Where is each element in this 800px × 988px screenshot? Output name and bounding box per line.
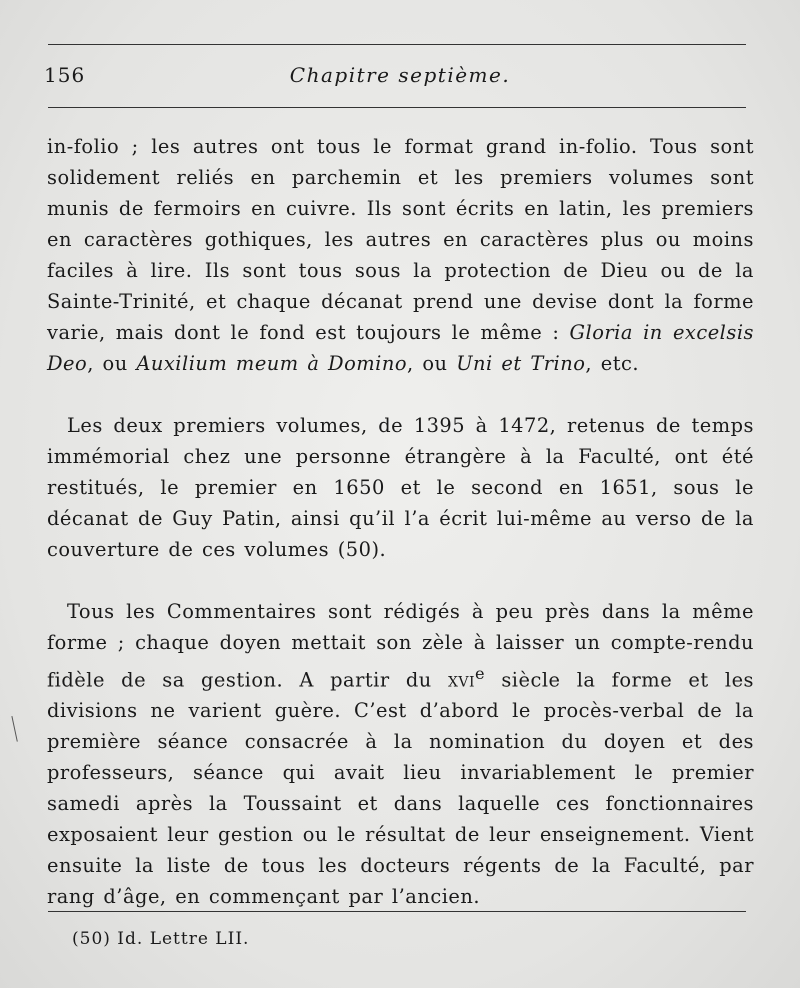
paragraph-1: [47, 131, 754, 379]
header-rule-top: [48, 44, 746, 45]
paragraph-1-sep-2: , ou: [407, 352, 457, 375]
paragraph-2: Les deux premiers volumes, de 1395 à 1472, retenus de temps immémorial chez une personne étrangère à la Faculté, ont été restitués, le premier en 1650 et le second en 1651, sous le décanat de Guy Patin, ainsi qu’il l’a écrit lui-même au verso de la couverture de ces volumes (50).: [47, 414, 754, 561]
paragraph-3-rest: siècle la forme et les divisions ne varient guère. C’est d’abord le procès-verbal de la première séance consacrée à la nomination du doyen et des professeurs, séance qui avait lieu invariablement le premier samedi après la Toussaint et dans laquelle ces fonctionnaires exposaient leur gestion ou le résultat de leur enseignement. Vient ensuite la liste de tous les docteurs régents de la Faculté, par rang d’âge, en commençant par l’ancien.: [47, 668, 754, 909]
motto-3: Uni et Trino: [456, 352, 586, 375]
paragraph-1-text: in-folio ; les autres ont tous le format grand in-folio. Tous sont solidement reliés en parchemin et les premiers volumes sont munis de fermoirs en cuivre. Ils sont écrits en latin, les premiers en caractères gothiques, les autres en caractères plus ou moins faciles à lire. Ils sont tous sous la protection de Dieu ou de la Sainte-Trinité, et chaque décanat prend une devise dont la forme varie, mais dont le fond est toujours le même :: [47, 135, 754, 344]
paragraph-1-sep-1: , ou: [87, 352, 137, 375]
header-rule-bottom: [48, 107, 746, 108]
motto-1: Gloria in excelsis Deo: [47, 321, 754, 375]
margin-pencil-mark: [11, 714, 25, 741]
page-number: 156: [44, 63, 86, 87]
paragraph-3: [47, 596, 754, 912]
century-superscript: e: [475, 664, 486, 683]
running-title: Chapitre septième.: [289, 63, 511, 87]
paragraph-1-end: , etc.: [585, 352, 640, 375]
motto-2: Auxilium meum à Domino: [136, 352, 408, 375]
century-numeral: xvi: [447, 668, 476, 692]
body-text: [47, 131, 754, 943]
footnote: (50) Id. Lettre LII.: [72, 929, 250, 949]
footnote-rule: [48, 911, 746, 912]
paragraph-3-text: Tous les Commentaires sont rédigés à peu près dans la même forme ; chaque doyen mettait son zèle à laisser un compte-rendu fidèle de sa gestion. A partir du: [47, 600, 754, 692]
